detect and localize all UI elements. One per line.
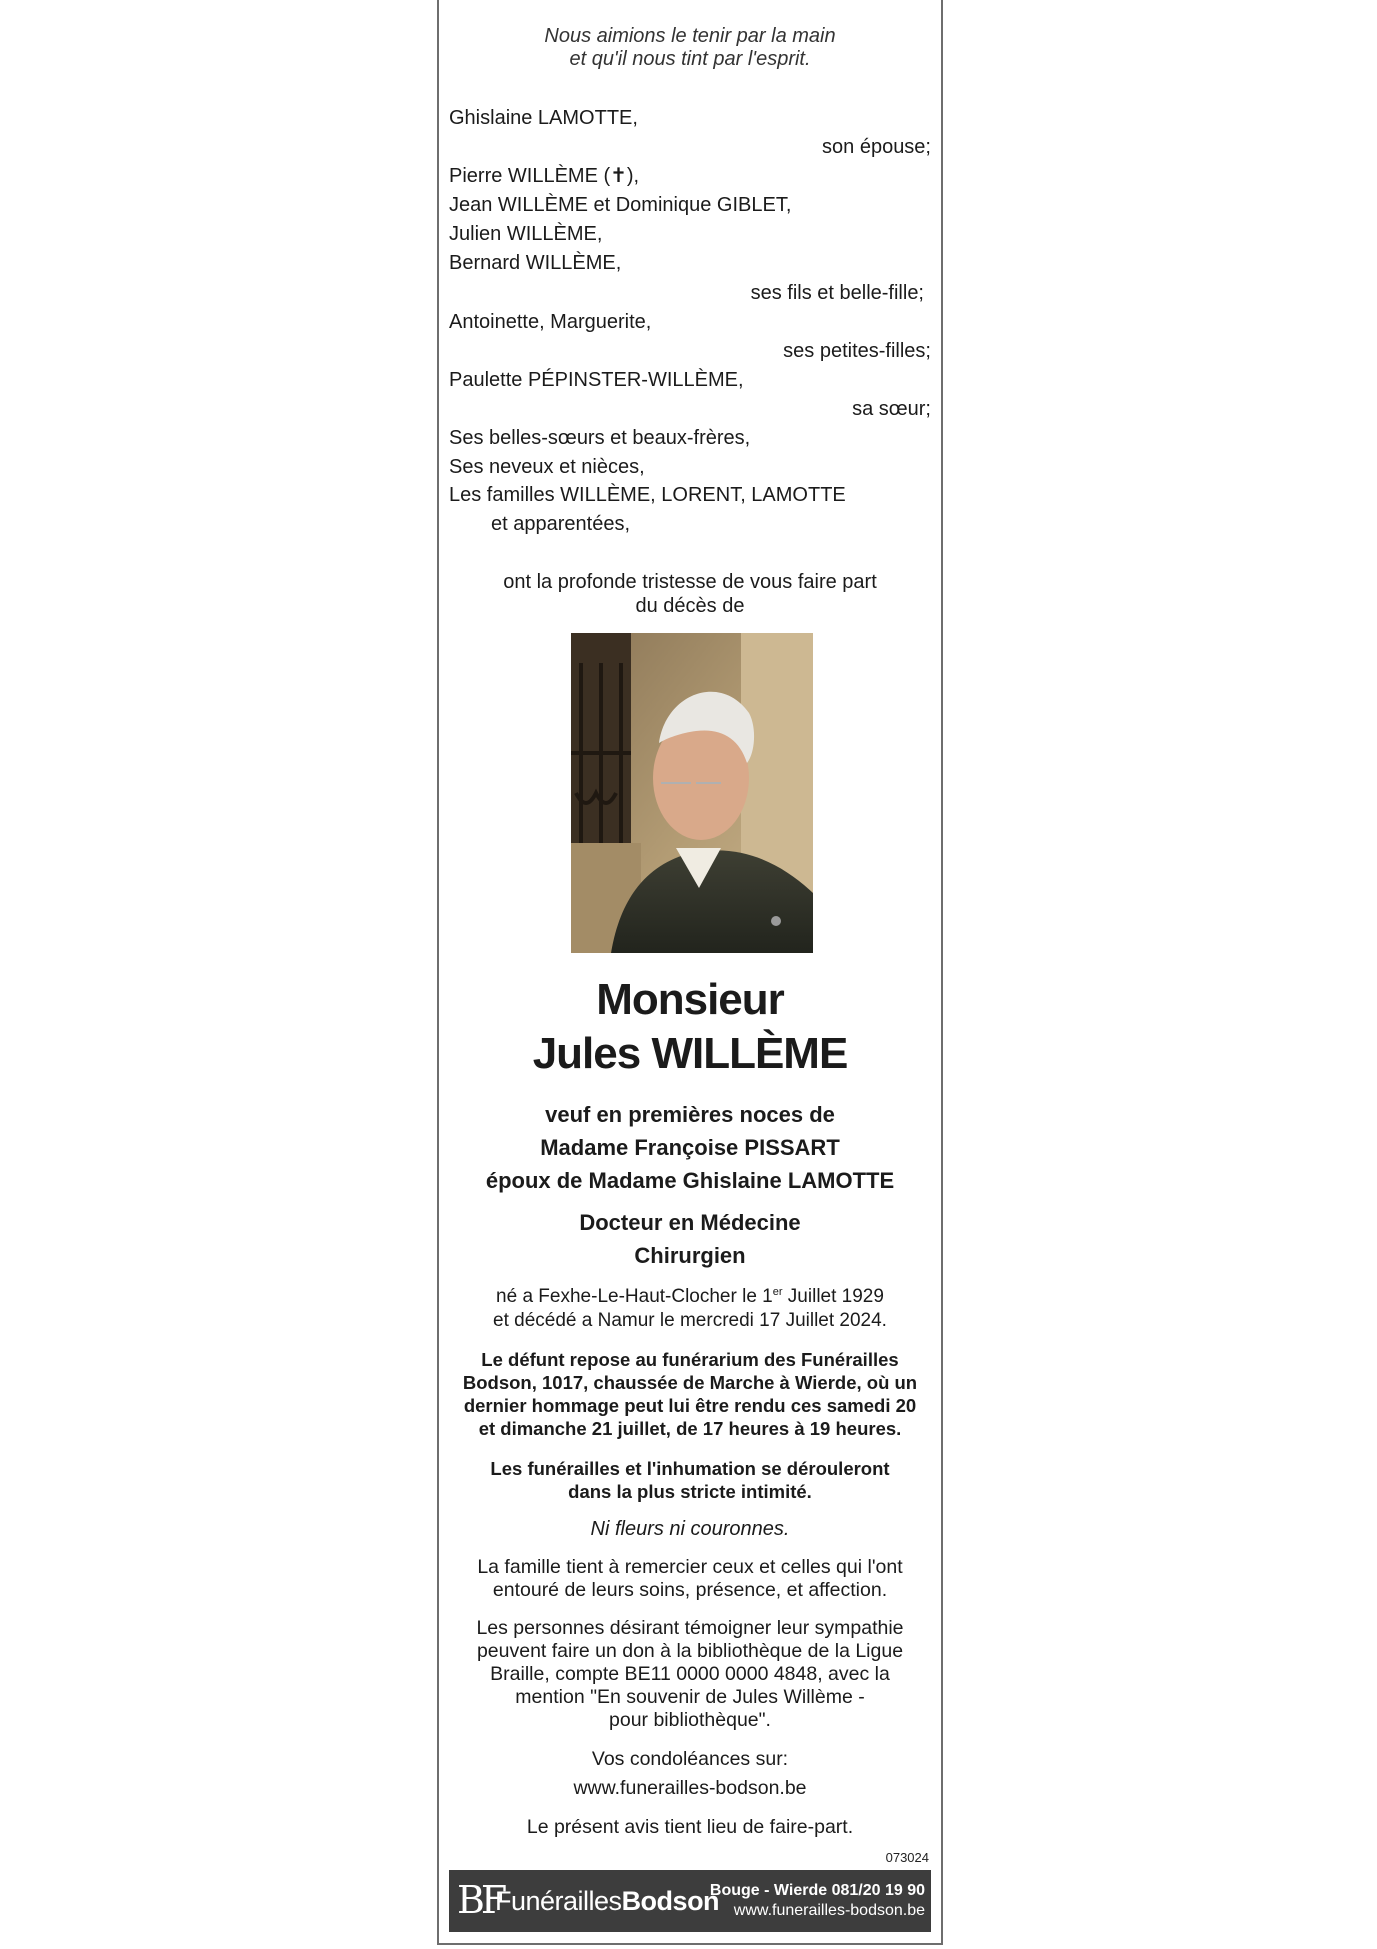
detail-line-1: veuf en premières noces de: [545, 1102, 835, 1127]
donation-line-2: peuvent faire un don à la bibliothèque de la Ligue: [476, 1640, 904, 1662]
son-1: Pierre WILLÈME (✝),: [449, 165, 640, 187]
detail-line-3: époux de Madame Ghislaine LAMOTTE: [485, 1168, 895, 1193]
quote-line-2: et qu'il nous tint par l'esprit.: [569, 48, 811, 70]
donation-line-3: Braille, compte BE11 0000 0000 4848, avec la: [490, 1663, 890, 1685]
notice-text: Le présent avis tient lieu de faire-part.: [526, 1816, 854, 1838]
granddaughters-role: ses petites-filles;: [783, 340, 931, 362]
funeral-line-1: Les funérailles et l'inhumation se dérouleront: [490, 1458, 890, 1479]
thanks-line-1: La famille tient à remercier ceux et celles qui l'ont: [477, 1556, 903, 1578]
donation-line-5: pour bibliothèque".: [609, 1709, 771, 1731]
son-2: Jean WILLÈME et Dominique GIBLET,: [449, 194, 792, 216]
son-4: Bernard WILLÈME,: [449, 252, 622, 274]
intro-line-2: du décès de: [635, 595, 745, 617]
relatives-line-1: Ses belles-sœurs et beaux-frères,: [449, 427, 751, 449]
condolences-label: Vos condoléances sur:: [591, 1748, 789, 1770]
son-3: Julien WILLÈME,: [449, 223, 603, 245]
birth-line: né a Fexhe-Le-Haut-Clocher le 1er Juillet 1929: [496, 1286, 884, 1307]
relatives-line-2: Ses neveux et nièces,: [449, 456, 645, 478]
thanks-line-2: entouré de leurs soins, présence, et affection.: [492, 1579, 888, 1601]
funeral-home-logo-icon: BF: [457, 1878, 504, 1922]
sons-role: ses fils et belle-fille;: [750, 282, 924, 304]
obituary-notice: [437, 0, 943, 1945]
repose-line-2: Bodson, 1017, chaussée de Marche à Wierde, où un: [462, 1372, 918, 1393]
funeral-home-website[interactable]: www.funerailles-bodson.be: [733, 1902, 925, 1919]
profession-line-2: Chirurgien: [634, 1243, 746, 1268]
relatives-line-4: et apparentées,: [491, 513, 630, 535]
funeral-home-contact-line: Bouge - Wierde 081/20 19 90: [709, 1882, 925, 1899]
spouse-name: Ghislaine LAMOTTE,: [449, 107, 638, 129]
quote-line-1: Nous aimions le tenir par la main: [544, 25, 836, 47]
portrait-photo: [571, 633, 813, 953]
deceased-title: Monsieur: [596, 975, 784, 1024]
deceased-name: Jules WILLÈME: [532, 1029, 848, 1078]
flowers-note: Ni fleurs ni couronnes.: [590, 1518, 790, 1540]
notice-code: 073024: [885, 1850, 929, 1865]
repose-line-3: dernier hommage peut lui être rendu ces samedi 20: [463, 1395, 917, 1416]
death-line: et décédé a Namur le mercredi 17 Juillet 2024.: [493, 1310, 887, 1331]
sister-role: sa sœur;: [852, 398, 931, 420]
relatives-line-3: Les familles WILLÈME, LORENT, LAMOTTE: [449, 484, 846, 506]
spouse-role: son épouse;: [822, 136, 931, 158]
donation-line-4: mention "En souvenir de Jules Willème -: [515, 1686, 865, 1708]
granddaughters-name: Antoinette, Marguerite,: [449, 311, 652, 333]
condolences-link[interactable]: www.funerailles-bodson.be: [573, 1777, 807, 1799]
sister-name: Paulette PÉPINSTER-WILLÈME,: [449, 369, 744, 391]
donation-line-1: Les personnes désirant témoigner leur sympathie: [476, 1617, 904, 1639]
funeral-line-2: dans la plus stricte intimité.: [568, 1481, 812, 1502]
intro-line-1: ont la profonde tristesse de vous faire part: [503, 571, 877, 593]
repose-line-1: Le défunt repose au funérarium des Funérailles: [481, 1349, 899, 1370]
repose-line-4: et dimanche 21 juillet, de 17 heures à 19 heures.: [478, 1418, 902, 1439]
funeral-home-brand: FunéraillesBodson: [495, 1886, 720, 1916]
detail-line-2: Madame Françoise PISSART: [540, 1135, 840, 1160]
funeral-home-banner: [449, 1870, 931, 1932]
profession-line-1: Docteur en Médecine: [579, 1210, 801, 1235]
